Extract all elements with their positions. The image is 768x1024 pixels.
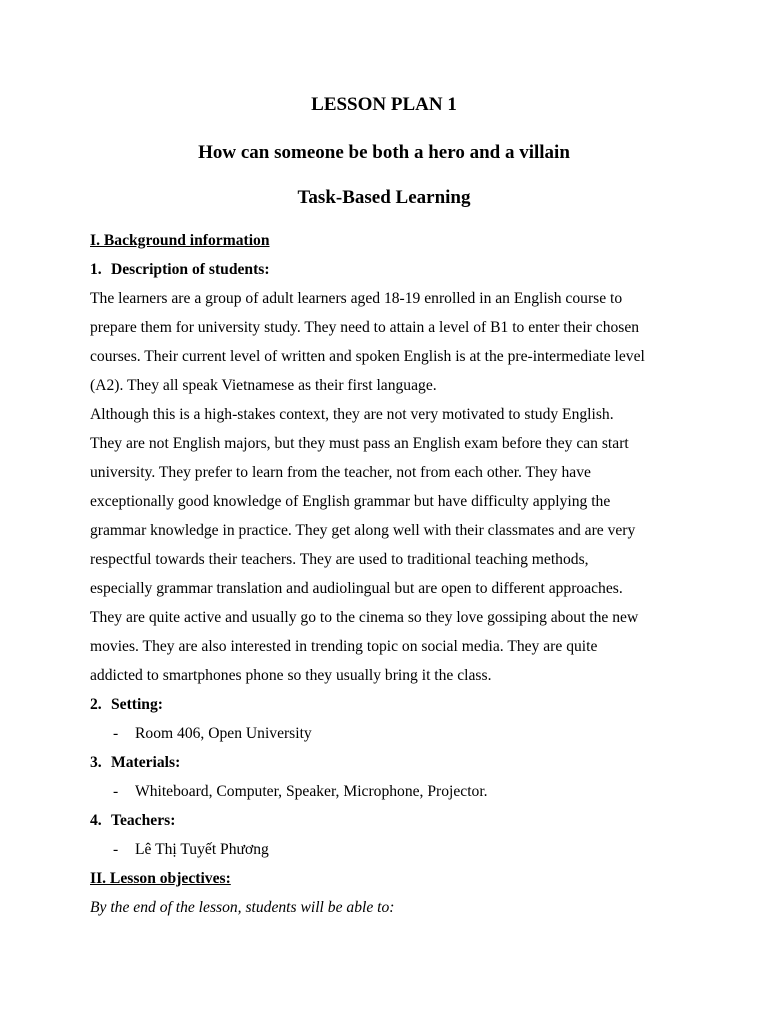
setting-item <box>90 719 690 748</box>
paragraph-line: prepare them for university study. They need to attain a level of B1 to enter their chosen <box>90 319 640 336</box>
paragraph-line: university. They prefer to learn from the teacher, not from each other. They have <box>90 464 591 481</box>
paragraph-line: Although this is a high-stakes context, they are not very motivated to study English. <box>90 406 614 423</box>
list-dash: - <box>113 841 119 858</box>
paragraph-line: They are not English majors, but they must pass an English exam before they can start <box>90 435 629 452</box>
setting-number: 2. <box>90 696 102 713</box>
paragraph-line: addicted to smartphones phone so they usually bring it the class. <box>90 667 492 684</box>
objectives-intro: By the end of the lesson, students will be able to: <box>90 899 395 916</box>
teachers-item <box>90 835 690 864</box>
document-body <box>90 226 690 922</box>
paragraph-line: especially grammar translation and audiolingual but are open to different approaches. <box>90 580 623 597</box>
students-description <box>90 284 690 690</box>
students-number: 1. <box>90 261 102 278</box>
document-title: LESSON PLAN 1 <box>311 94 457 115</box>
teachers-number: 4. <box>90 812 102 829</box>
setting-heading-text: Setting: <box>111 696 163 713</box>
lesson-subtitle: How can someone be both a hero and a villain <box>198 142 570 163</box>
paragraph-line: exceptionally good knowledge of English grammar but have difficulty applying the <box>90 493 611 510</box>
paragraph-line: respectful towards their teachers. They are used to traditional teaching methods, <box>90 551 589 568</box>
approach-title: Task-Based Learning <box>297 187 471 208</box>
section-heading-objectives: II. Lesson objectives: <box>90 870 231 887</box>
list-dash: - <box>113 783 119 800</box>
list-dash: - <box>113 725 119 742</box>
teachers-heading-text: Teachers: <box>111 812 176 829</box>
materials-heading-text: Materials: <box>111 754 181 771</box>
paragraph-line: movies. They are also interested in trending topic on social media. They are quite <box>90 638 598 655</box>
paragraph-line: courses. Their current level of written and spoken English is at the pre-intermediate level <box>90 348 645 365</box>
paragraph-line: They are quite active and usually go to the cinema so they love gossiping about the new <box>90 609 639 626</box>
students-heading <box>90 255 690 284</box>
paragraph-line: grammar knowledge in practice. They get along well with their classmates and are very <box>90 522 636 539</box>
materials-item-text: Whiteboard, Computer, Speaker, Microphone, Projector. <box>135 783 488 800</box>
teachers-heading <box>90 806 690 835</box>
teachers-item-text: Lê Thị Tuyết Phương <box>135 841 269 858</box>
setting-item-text: Room 406, Open University <box>135 725 312 742</box>
materials-number: 3. <box>90 754 102 771</box>
materials-item <box>90 777 690 806</box>
paragraph-line: (A2). They all speak Vietnamese as their first language. <box>90 377 437 394</box>
students-heading-text: Description of students: <box>111 261 270 278</box>
setting-heading <box>90 690 690 719</box>
materials-heading <box>90 748 690 777</box>
paragraph-line: The learners are a group of adult learners aged 18-19 enrolled in an English course to <box>90 290 623 307</box>
section-heading-background: I. Background information <box>90 232 270 249</box>
